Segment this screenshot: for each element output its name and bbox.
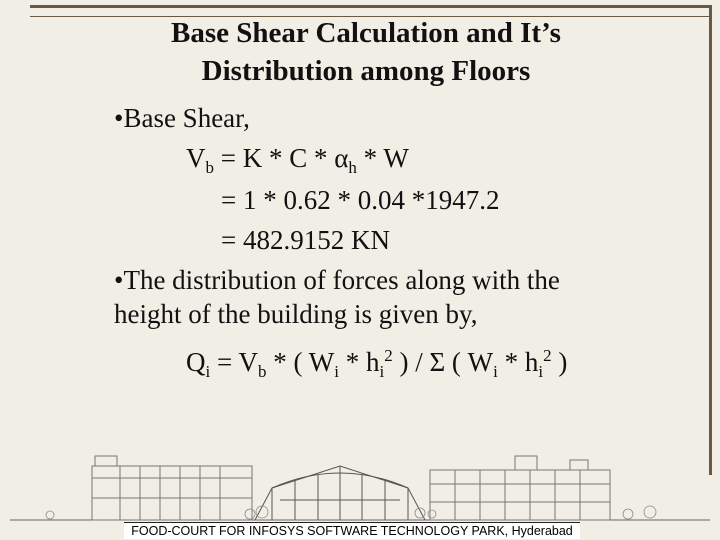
central-dome	[255, 466, 425, 520]
eq4-part: )	[551, 347, 568, 377]
eq4-sub-i: i	[205, 362, 211, 381]
equation-substitution: = 1 * 0.62 * 0.04 *1947.2	[221, 185, 500, 215]
right-block	[430, 456, 610, 520]
equation-distribution	[186, 340, 567, 388]
eq1-rest: = K * C * α	[214, 143, 349, 173]
eq1-v: V	[186, 143, 206, 173]
eq1-sub-b: b	[205, 158, 214, 177]
equation-result: = 482.9152 KN	[221, 225, 390, 255]
eq4-part: * ( W	[266, 347, 335, 377]
bullet-distribution-line-2: height of the building is given by,	[114, 299, 478, 329]
left-block	[92, 456, 252, 520]
bullet-distribution-line-1: •The distribution of forces along with the	[114, 265, 560, 295]
eq4-sup-2: 2	[384, 346, 393, 365]
slide-title-line-1: Base Shear Calculation and It’s	[171, 17, 561, 49]
eq4-part: ) / Σ ( W	[392, 347, 494, 377]
eq4-part: * h	[497, 347, 539, 377]
eq4-sup-2: 2	[543, 346, 552, 365]
equation-base-shear	[186, 142, 409, 184]
eq4-sub-i: i	[493, 362, 498, 381]
eq4-part: * h	[338, 347, 380, 377]
eq4-sub-i: i	[538, 362, 544, 381]
bullet-base-shear: •Base Shear,	[114, 103, 250, 133]
eq4-part: = V	[210, 347, 258, 377]
eq1-sub-h: h	[348, 158, 357, 177]
slide-title-line-2: Distribution among Floors	[201, 55, 531, 87]
eq4-q: Q	[186, 347, 206, 377]
building-elevation-drawing	[10, 448, 710, 528]
eq4-sub-i: i	[334, 362, 339, 381]
footer-caption: FOOD-COURT FOR INFOSYS SOFTWARE TECHNOLOGY PARK, Hyderabad	[124, 522, 580, 539]
eq4-sub-b: b	[257, 362, 267, 381]
eq4-sub-i: i	[379, 362, 385, 381]
eq1-tail: * W	[356, 143, 409, 173]
landscape-trees	[46, 506, 656, 519]
